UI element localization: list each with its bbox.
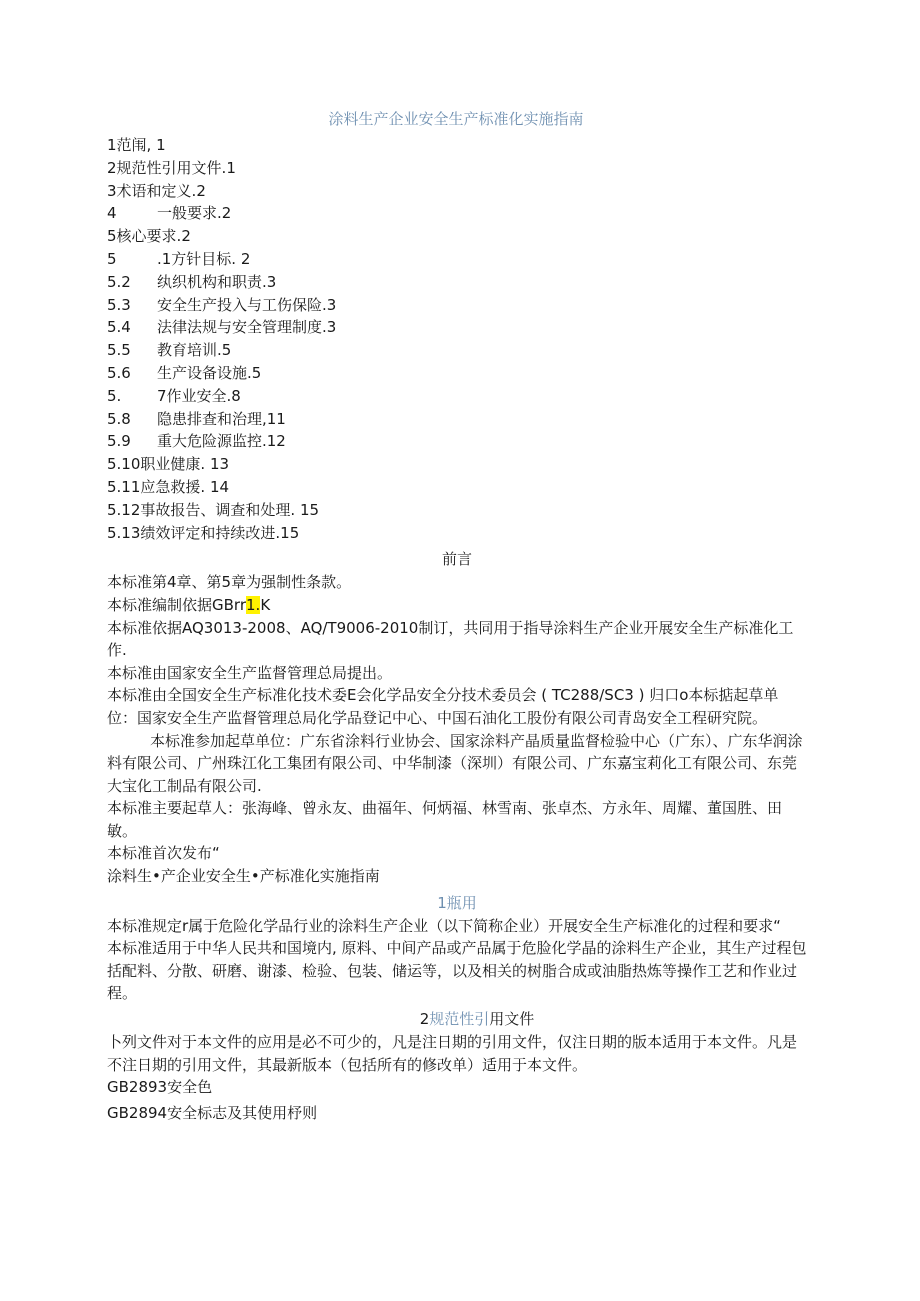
toc-entry-number: 5.3: [107, 295, 131, 314]
reference-item: GB2894安全标志及其使用杼则: [107, 1103, 318, 1122]
toc-entry: [107, 248, 807, 271]
foreword-heading: 前言: [441, 550, 472, 569]
foreword-paragraph: 本标准参加起草单位：广东省涂料行业协会、国家涂料产晶质量监督检验中心（广东）、广东华润涂料有限公司、广州珠江化工集团有限公司、中华制漆（深圳）有限公司、广东嘉宝莉化工有限公司、东莞大宝化工制品有限公司.: [107, 731, 803, 795]
toc-entry: [107, 339, 807, 362]
toc-entry-text: 教育培训.5: [157, 341, 232, 360]
toc-entry-text: 安全生产投入与工伤保险.3: [157, 295, 337, 314]
toc-entry: [107, 522, 807, 545]
toc-entry-text: 绩效评定和持续改进.15: [140, 523, 300, 542]
section-2-paragraph: 卜列文件对于本文件的应用是必不可少的，凡是注日期的引用文件，仅注日期的版本适用于本文件。凡是不注日期的引用文件，其最新版本（包括所有的修改单）适用于本文件。: [107, 1033, 798, 1074]
foreword-paragraph: 本标准主要起草人：张海峰、曾永友、曲福年、何炳福、林雪南、张卓杰、方永年、周耀、董国胜、田敏。: [107, 799, 783, 840]
foreword-paragraph: [107, 594, 807, 617]
toc-entry-text: 法律法规与安全管理制度.3: [157, 318, 337, 337]
toc-entry: [107, 499, 807, 522]
section-1-heading: 1瓶用: [437, 893, 477, 912]
toc-entry: [107, 271, 807, 294]
foreword-paragraph: 本标准第4章、第5章为强制性条款。: [107, 573, 352, 592]
foreword-paragraph: 本标准依据AQ3013-2008、AQ/T9006-2010制订，共同用于指导涂料生产企业开展安全生产标准化工作.: [107, 618, 794, 660]
section-1-paragraph: 本标准规定r属于危险化学品行业的涂料生产企业（以下简称企业）开展安全生产标准化的过程和要求“: [107, 916, 781, 935]
toc-entry-number: 5.9: [107, 432, 131, 451]
toc-entry-text: 生产设备设施.5: [157, 363, 262, 382]
toc-entry-text: 核心要求.2: [116, 227, 191, 246]
section-1-paragraph: 本标准适用于中华人民共和国境内, 原料、中间产品或产品属于危脸化学晶的涂料生产企业，其生产过程包括配料、分散、研磨、谢漆、检验、包装、储运等，以及相关的树脂合成或油脂热炼等操作工艺和作业过程。: [107, 939, 807, 1003]
toc-entry-number: 5.5: [107, 341, 131, 360]
toc-entry-text: 纨织机构和职责.3: [157, 272, 277, 291]
foreword-paragraph: 本标准由国家安全生产监督管理总局提出。: [107, 663, 393, 682]
document-title: 涂料生产企业安全生产标准化实施指南: [328, 110, 584, 128]
table-of-contents: [107, 134, 807, 544]
toc-entry-number: 2: [107, 158, 117, 177]
toc-entry-number: 5.12: [107, 500, 141, 519]
foreword-paragraph: 涂料生•产企业安全生•产标准化实施指南: [107, 867, 380, 886]
document-page: [107, 108, 807, 1124]
toc-entry-text: 一般要求.2: [157, 204, 232, 223]
toc-entry: [107, 430, 807, 453]
toc-entry-number: 4: [107, 204, 117, 223]
foreword-text: 本标准编制依据GBrr: [107, 595, 246, 614]
toc-entry-number: 5.10: [107, 455, 141, 474]
toc-entry-text: 规范性引用文件.1: [116, 158, 236, 177]
toc-entry-number: 5: [107, 249, 117, 268]
reference-item: GB2893安全色: [107, 1078, 213, 1097]
toc-entry-number: 5.: [107, 386, 122, 405]
toc-entry-number: 5.8: [107, 409, 131, 428]
toc-entry-number: 1: [107, 136, 117, 154]
toc-entry-text: 术语和定义.2: [116, 181, 206, 200]
toc-entry: [107, 294, 807, 317]
toc-entry: [107, 408, 807, 431]
toc-entry: [107, 476, 807, 499]
toc-entry-text: 范闱, 1: [116, 136, 166, 154]
toc-entry-number: 5.6: [107, 363, 131, 382]
toc-entry-text: 事故报告、调查和处理. 15: [140, 500, 320, 519]
toc-entry-number: 3: [107, 181, 117, 200]
toc-entry: [107, 362, 807, 385]
toc-entry-text: .1方针目标. 2: [157, 249, 251, 268]
foreword-paragraph: 本标准由全国安全生产标准化技术委E会化学品安全分技术委员会 ( TC288/SC3 ) 归口o本标掂起草单位：国家安全生产监督管理总局化学品登记中心、中国石油化工股份有限公司青岛安全工程研究院。: [107, 686, 779, 727]
foreword-text: K: [260, 595, 271, 614]
toc-entry-text: 职业健康. 13: [140, 455, 230, 474]
toc-entry: [107, 316, 807, 339]
section-2-heading-rest: 用文件: [489, 1010, 535, 1029]
section-2-heading-blue: 规范性引: [429, 1010, 490, 1029]
section-2-number: 2: [419, 1010, 430, 1029]
toc-entry-number: 5.13: [107, 523, 141, 542]
toc-entry-number: 5.2: [107, 272, 131, 291]
toc-entry: [107, 202, 807, 225]
toc-entry-number: 5.4: [107, 318, 131, 337]
foreword-paragraph: 本标准首次发布“: [107, 844, 220, 863]
toc-entry: [107, 180, 807, 203]
toc-entry-text: 应急救援. 14: [140, 477, 230, 496]
highlighted-text: 1.: [246, 595, 261, 614]
toc-entry: [107, 225, 807, 248]
toc-entry-text: 隐患排查和治理,11: [157, 409, 286, 428]
toc-entry-number: 5.11: [107, 477, 141, 496]
section-2-heading: [147, 1007, 807, 1031]
toc-entry-text: 重大危险源监控.12: [157, 432, 286, 451]
toc-entry: [107, 453, 807, 476]
toc-entry-number: 5: [107, 227, 117, 246]
toc-entry: [107, 385, 807, 408]
toc-entry: [107, 134, 807, 157]
toc-entry: [107, 157, 807, 180]
toc-entry-text: 7作业安全.8: [157, 386, 241, 405]
